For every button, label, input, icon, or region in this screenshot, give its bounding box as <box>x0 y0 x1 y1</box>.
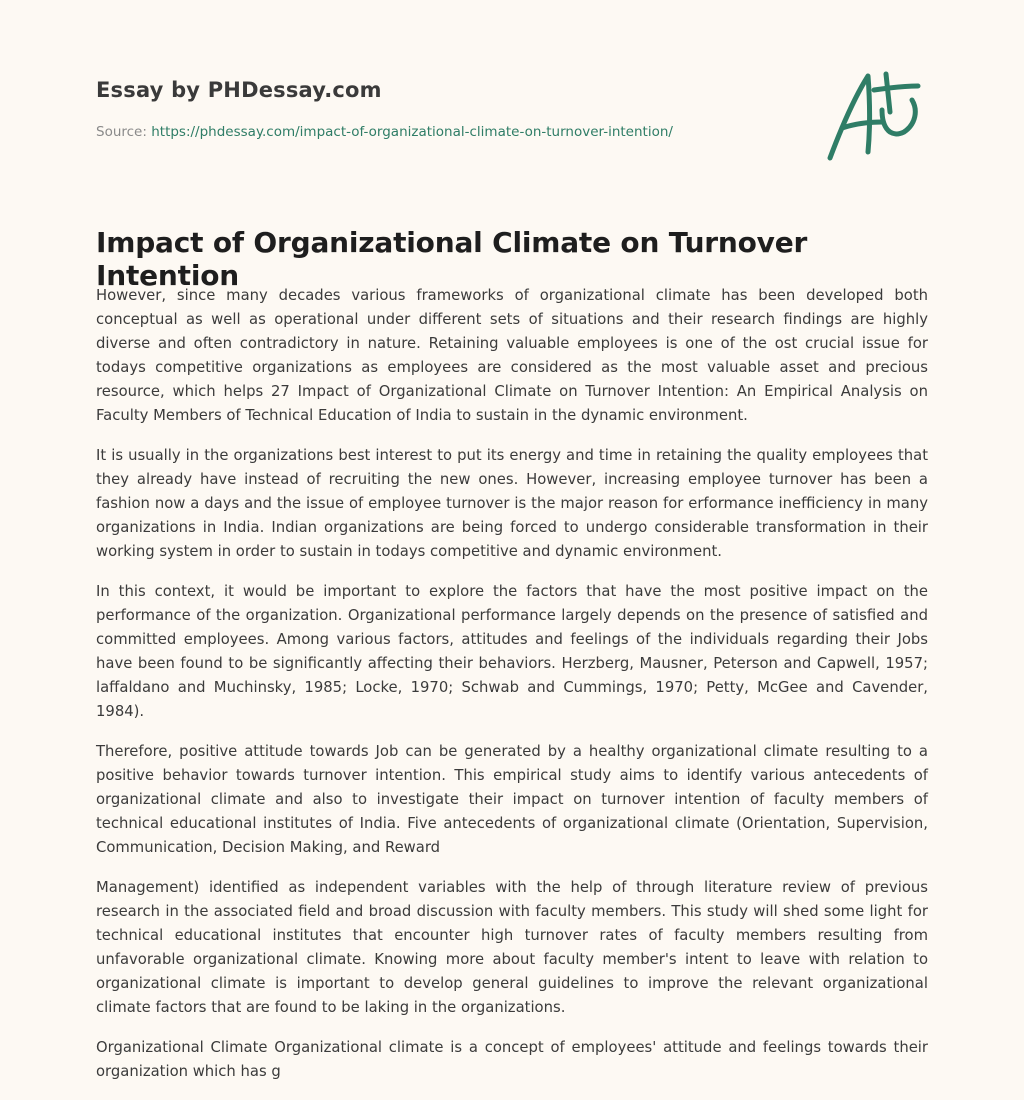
essay-paragraph: It is usually in the organizations best interest to put its energy and time in retaining the quality employees that they already have instead of recruiting the new ones. However, increasing employee turnover has been a fashion now a days and the issue of employee turnover is the major reason for erformance inefficiency in many organizations in India. Indian organizations are being forced to undergo considerable transformation in their working system in order to sustain in todays competitive and dynamic environment. <box>96 447 928 560</box>
essay-paragraph: Organizational Climate Organizational climate is a concept of employees' attitude and feelings towards their organization which has g <box>96 1039 928 1080</box>
source-line <box>96 124 928 140</box>
page-header <box>96 78 928 140</box>
a-plus-logo <box>820 66 930 166</box>
site-brand: Essay by PHDessay.com <box>96 78 382 102</box>
source-link[interactable]: https://phdessay.com/impact-of-organizational-climate-on-turnover-intention/ <box>151 124 673 140</box>
essay-paragraph: However, since many decades various frameworks of organizational climate has been developed both conceptual as well as operational under different sets of situations and their research findings are highly diverse and often contradictory in nature. Retaining valuable employees is one of the ost crucial issue for todays competitive organizations as employees are considered as the most valuable asset and precious resource, which helps 27 Impact of Organizational Climate on Turnover Intention: An Empirical Analysis on Faculty Members of Technical Education of India to sustain in the dynamic environment. <box>96 287 928 424</box>
essay-title: Impact of Organizational Climate on Turnover Intention <box>96 226 808 292</box>
essay-paragraph: Management) identified as independent variables with the help of through literature review of previous research in the associated field and broad discussion with faculty members. This study will shed some light for technical educational institutes that encounter high turnover rates of faculty members resulting from unfavorable organizational climate. Knowing more about faculty member's intent to leave with relation to organizational climate is important to develop general guidelines to improve the relevant organizational climate factors that are found to be laking in the organizations. <box>96 879 928 1016</box>
essay-body <box>96 284 928 1100</box>
essay-paragraph: Therefore, positive attitude towards Job can be generated by a healthy organizational climate resulting to a positive behavior towards turnover intention. This empirical study aims to identify various antecedents of organizational climate and also to investigate their impact on turnover intention of faculty members of technical educational institutes of India. Five antecedents of organizational climate (Orientation, Supervision, Communication, Decision Making, and Reward <box>96 743 928 856</box>
essay-paragraph: In this context, it would be important to explore the factors that have the most positive impact on the performance of the organization. Organizational performance largely depends on the presence of satisfied and committed employees. Among various factors, attitudes and feelings of the individuals regarding their Jobs have been found to be significantly affecting their behaviors. Herzberg, Mausner, Peterson and Capwell, 1957; laffaldano and Muchinsky, 1985; Locke, 1970; Schwab and Cummings, 1970; Petty, McGee and Cavender, 1984). <box>96 583 928 720</box>
source-label: Source: <box>96 124 147 140</box>
